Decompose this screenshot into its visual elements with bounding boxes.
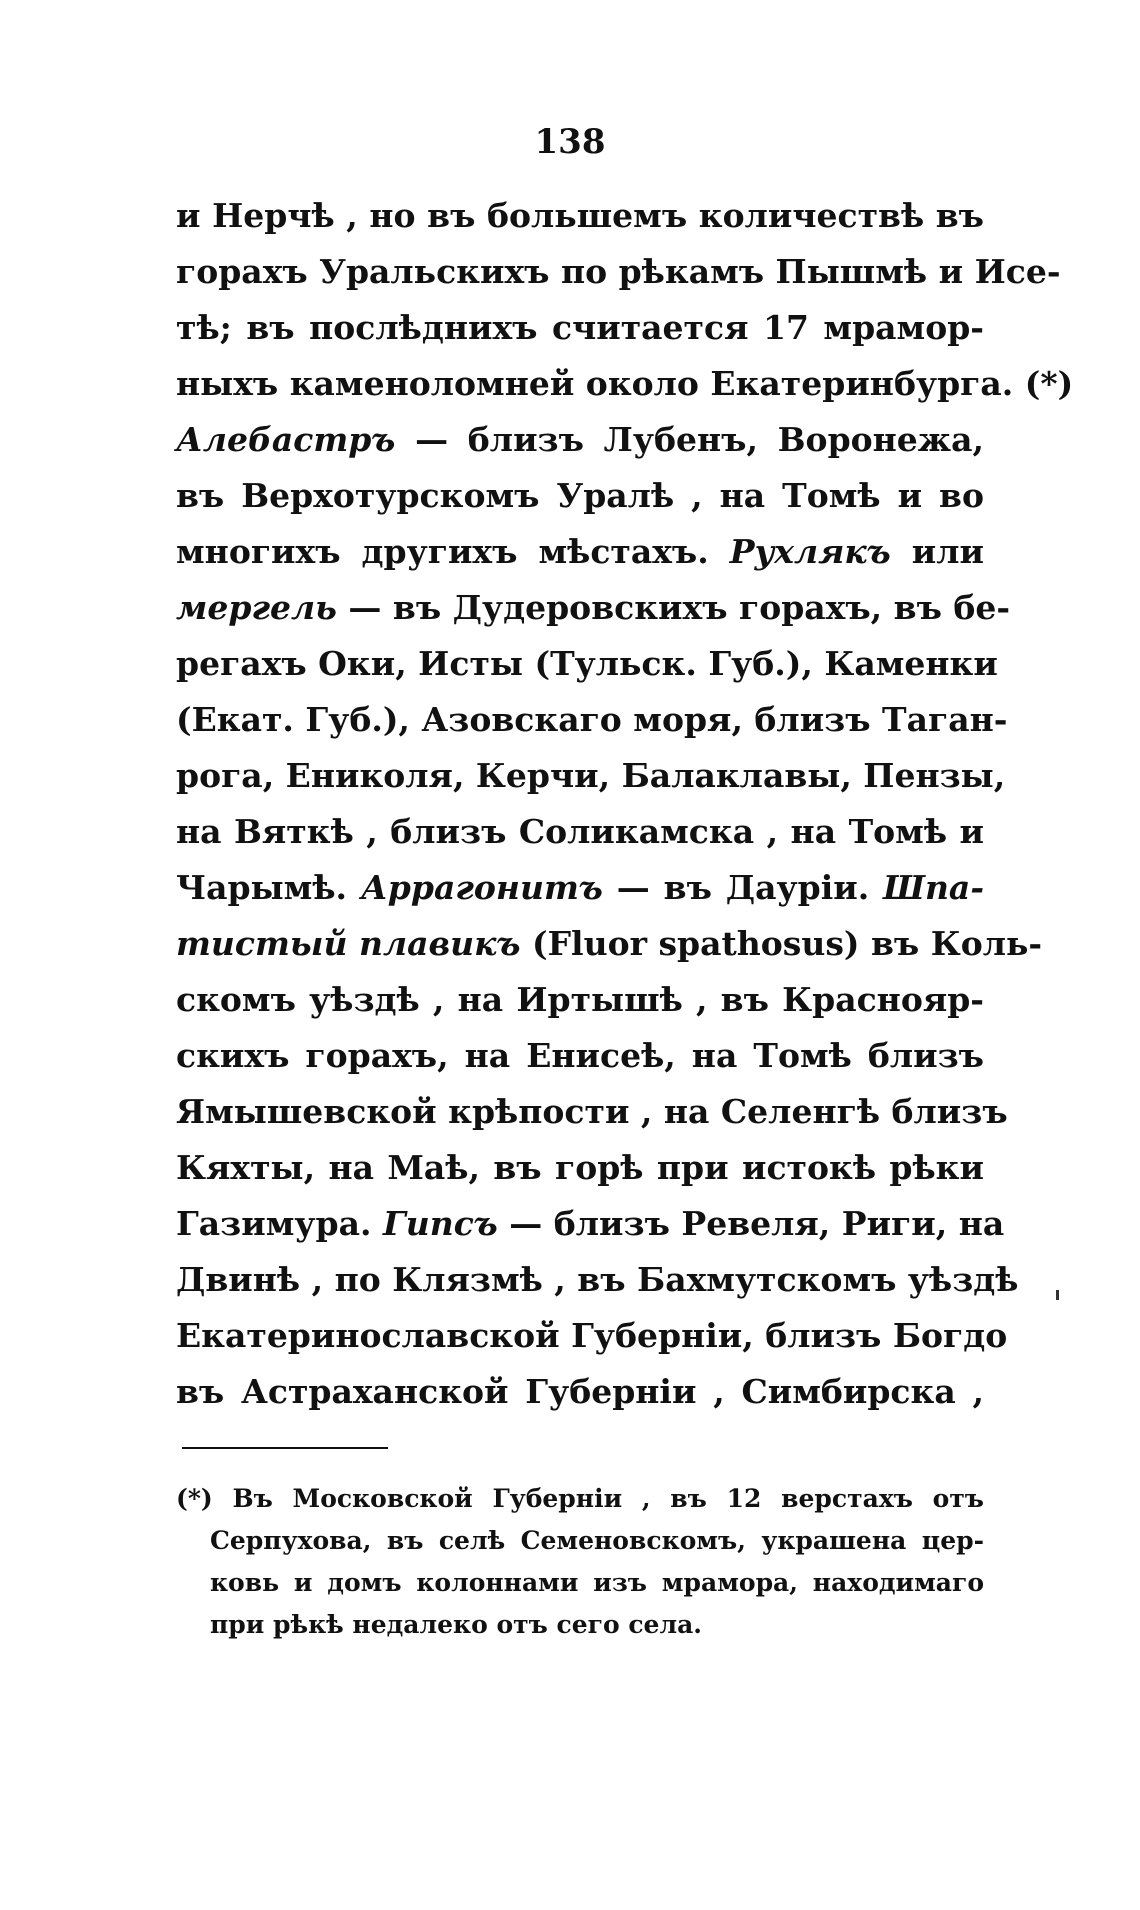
text-segment: Двинѣ , по Клязмѣ , въ Бахмутскомъ уѣздѣ [176,1260,1019,1299]
margin-speck [1056,1290,1059,1300]
footnote [176,1478,984,1646]
text-segment: — близъ Лубенъ, Воронежа, [395,420,984,459]
text-segment: Газимура. [176,1204,383,1243]
main-text [176,188,1074,1420]
text-line [176,300,984,356]
text-line [176,692,1008,748]
text-line [176,1252,1019,1308]
text-line [176,748,1006,804]
text-line [176,860,984,916]
text-segment: многихъ другихъ мѣстахъ. [176,532,730,571]
text-segment: скихъ горахъ, на Енисеѣ, на Томѣ близъ [176,1036,984,1075]
text-segment: и Нерчѣ , но въ большемъ количествѣ въ [176,196,984,235]
text-segment: Екатеринославской Губерніи, близъ Богдо [176,1316,1008,1355]
text-segment: Чарымѣ. [176,868,361,907]
text-segment: рога, Ениколя, Керчи, Балаклавы, Пензы, [176,756,1006,795]
text-line [176,468,984,524]
text-line [176,1308,1008,1364]
text-segment: въ Верхотурскомъ Уралѣ , на Томѣ и во [176,476,984,515]
italic-term: Алебастръ [176,420,396,459]
text-line [176,916,1043,972]
text-segment: (Fluor spathosus) въ Коль- [520,924,1043,963]
text-line [176,188,984,244]
italic-term: Рухлякъ [729,532,891,571]
text-segment: — въ Дауріи. [602,868,884,907]
text-segment: регахъ Оки, Исты (Тульск. Губ.), Каменки [176,644,998,683]
text-line [176,972,984,1028]
italic-term: тистый плавикъ [176,924,521,963]
text-line [176,412,984,468]
text-line [176,356,1074,412]
text-line [176,1364,984,1420]
text-segment: тѣ; въ послѣднихъ считается 17 мрамор- [176,308,984,347]
text-segment: скомъ уѣздѣ , на Иртышѣ , въ Краснояр- [176,980,984,1019]
text-line [176,580,1011,636]
text-segment: Ямышевской крѣпости , на Селенгѣ близъ [176,1092,1008,1131]
italic-term: мергель [176,588,337,627]
text-line [176,636,998,692]
text-segment: — въ Дудеровскихъ горахъ, въ бе- [336,588,1011,627]
text-segment: ныхъ каменоломней около Екатеринбурга. (*) [176,364,1074,403]
text-line [176,804,984,860]
text-line [176,1028,984,1084]
text-line [176,244,1061,300]
footnote-rule [182,1447,388,1449]
text-line [176,1084,1008,1140]
text-line [176,1140,984,1196]
text-segment: въ Астраханской Губерніи , Симбирска , [176,1372,984,1411]
text-segment: — близъ Ревеля, Риги, на [497,1204,1005,1243]
text-segment: (Екат. Губ.), Азовскаго моря, близъ Таган- [176,700,1008,739]
italic-term: Шпа- [883,868,985,907]
italic-term: Аррагонитъ [360,868,603,907]
text-segment: на Вяткѣ , близъ Соликамска , на Томѣ и [176,812,984,851]
page-number: 138 [534,122,606,162]
text-line [176,1196,1005,1252]
footnote-line: ковь и домъ колоннами изъ мрамора, находимаго [210,1568,984,1597]
footnote-line: при рѣкѣ недалеко отъ сего села. [210,1610,702,1639]
footnote-line: (*) Въ Московской Губерніи , въ 12 верстахъ отъ [176,1484,984,1513]
text-segment: или [890,532,984,571]
text-line [176,524,984,580]
text-segment: Кяхты, на Маѣ, въ горѣ при истокѣ рѣки [176,1148,984,1187]
footnote-line: Серпухова, въ селѣ Семеновскомъ, украшена цер- [210,1526,984,1555]
text-segment: горахъ Уральскихъ по рѣкамъ Пышмѣ и Исе- [176,252,1061,291]
italic-term: Гипсъ [382,1204,498,1243]
